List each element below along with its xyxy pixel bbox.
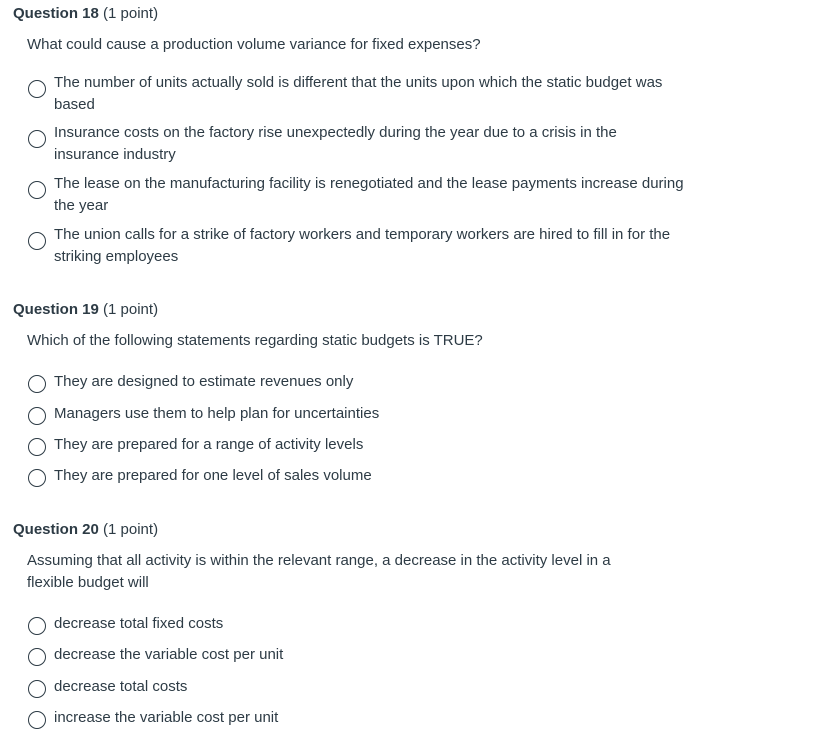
question-text: What could cause a production volume variance for fixed expenses? (27, 36, 481, 53)
question-title: Question 20 (13, 521, 99, 538)
question-header (13, 521, 158, 539)
question-header (13, 5, 158, 23)
answer-label[interactable]: Insurance costs on the factory rise unexpectedly during the year due to a crisis in the insurance industry (54, 124, 617, 163)
question-title: Question 19 (13, 301, 99, 318)
radio-button[interactable] (28, 181, 46, 199)
radio-button[interactable] (28, 438, 46, 456)
radio-button[interactable] (28, 617, 46, 635)
answer-label[interactable]: They are prepared for one level of sales volume (54, 467, 372, 484)
question-header (13, 301, 158, 319)
radio-button[interactable] (28, 130, 46, 148)
answer-label[interactable]: Managers use them to help plan for uncertainties (54, 405, 380, 422)
radio-button[interactable] (28, 648, 46, 666)
answer-label[interactable]: The union calls for a strike of factory workers and temporary workers are hired to fill in for the striking employees (54, 226, 671, 265)
radio-button[interactable] (28, 375, 46, 393)
answer-label[interactable]: decrease the variable cost per unit (54, 646, 284, 663)
question-text: Which of the following statements regarding static budgets is TRUE? (27, 332, 483, 349)
question-points: (1 point) (103, 521, 159, 538)
radio-button[interactable] (28, 680, 46, 698)
answer-label[interactable]: decrease total fixed costs (54, 615, 224, 632)
radio-button[interactable] (28, 469, 46, 487)
answer-label[interactable]: increase the variable cost per unit (54, 709, 279, 726)
answer-label[interactable]: The lease on the manufacturing facility is renegotiated and the lease payments increase during the year (54, 175, 684, 214)
answer-label[interactable]: decrease total costs (54, 678, 188, 695)
question-points: (1 point) (103, 301, 159, 318)
answer-label[interactable]: They are prepared for a range of activity levels (54, 436, 364, 453)
radio-button[interactable] (28, 711, 46, 729)
question-text: Assuming that all activity is within the relevant range, a decrease in the activity level in a flexible budget will (27, 552, 611, 591)
question-title: Question 18 (13, 5, 99, 22)
question-points: (1 point) (103, 5, 159, 22)
radio-button[interactable] (28, 232, 46, 250)
radio-button[interactable] (28, 80, 46, 98)
answer-label[interactable]: They are designed to estimate revenues only (54, 373, 354, 390)
answer-label[interactable]: The number of units actually sold is different that the units upon which the static budget was based (54, 74, 663, 113)
radio-button[interactable] (28, 407, 46, 425)
